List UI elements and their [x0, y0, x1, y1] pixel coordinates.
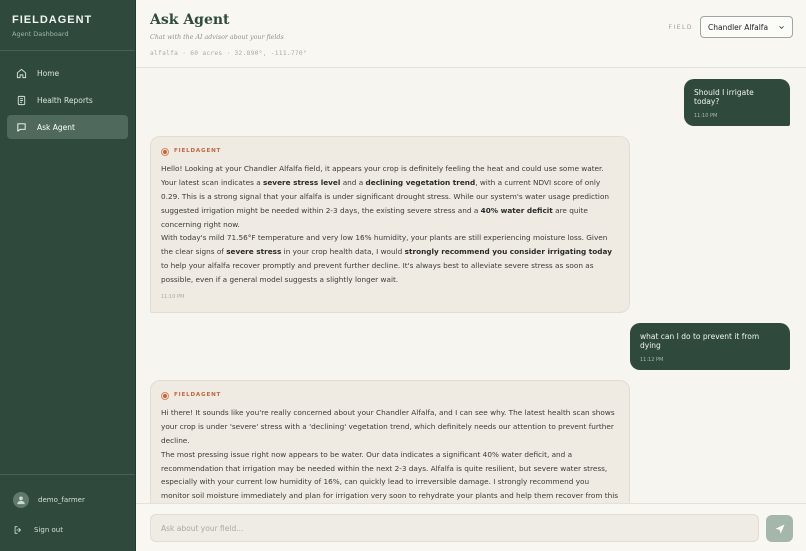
- chevron-down-icon: [778, 24, 785, 31]
- page-subtitle: Chat with the AI advisor about your fields: [150, 34, 284, 41]
- user-bubble: [684, 79, 790, 126]
- brand-title: FIELDAGENT: [12, 14, 93, 26]
- field-label: FIELD: [668, 23, 693, 31]
- agent-bubble: [150, 136, 630, 313]
- home-icon: [15, 67, 27, 79]
- avatar: [13, 492, 29, 508]
- sidebar-nav: [0, 51, 135, 152]
- user-message: [150, 79, 790, 126]
- page-title: Ask Agent: [150, 12, 230, 28]
- composer: [136, 503, 806, 551]
- field-select-value: Chandler Alfalfa: [708, 22, 769, 32]
- brand-subtitle: Agent Dashboard: [12, 30, 69, 38]
- send-button[interactable]: [766, 515, 793, 542]
- page-header: [136, 0, 806, 68]
- user-bubble: [630, 323, 790, 370]
- message-paragraph: Hi there! It sounds like you're really concerned about your Chandler Alfalfa, and I can see why. The latest health scan shows your crop is under 'severe' stress with a 'declining' vegetation trend, which definitely needs our attention to prevent further decline.: [161, 407, 615, 445]
- agent-dot-icon: [161, 148, 169, 156]
- main-panel: [136, 0, 806, 551]
- brand: [0, 0, 135, 51]
- message-time: 11:12 PM: [640, 356, 664, 363]
- message-paragraph: The most pressing issue right now appears to be water. Our data indicates a significant 40% water deficit, and a recommendation that irrigation may be needed within the next 2-3 days. Alfalfa is quite resilient, but severe water stress, especially with your current low humidity of 16%, can quickly lead to irreversible damage. I strongly recommend you monitor soil moisture immediately and plan for irrigation very soon to rehydrate your plants and help them recover from this: [161, 449, 619, 501]
- message-paragraph: Hello! Looking at your Chandler Alfalfa field, it appears your crop is definitely feeling the heat and could use some water. Your latest scan indicates a severe stress level and a declining vegetation trend, with a current NDVI score of only 0.29. This is a strong signal that your alfalfa is under significant drought stress. While our system's water usage prediction suggested irrigation might be needed within 2-3 days, the existing severe stress and a 40% water deficit are quite concerning right now.: [161, 163, 610, 229]
- field-meta: alfalfa · 60 acres · 32.890°, -111.770°: [150, 50, 307, 57]
- agent-message: [150, 136, 790, 313]
- message-paragraph: With today's mild 71.56°F temperature and very low 16% humidity, your plants are still experiencing moisture loss. Given the clear signs of severe stress in your crop health data, I would strongly recommend you consider irrigating today to help your alfalfa recover promptly and prevent further decline. It's always best to alleviate severe stress as soon as possible, even if a general model suggests a slightly longer wait.: [161, 233, 612, 285]
- agent-name: FIELDAGENT: [174, 391, 222, 398]
- message-text: Should I irrigate today?: [694, 88, 754, 106]
- chat-icon: [15, 121, 27, 133]
- field-select[interactable]: [700, 16, 793, 38]
- agent-name: FIELDAGENT: [174, 148, 222, 154]
- sign-out-icon: [13, 525, 23, 535]
- message-time: 11:10 PM: [161, 294, 185, 301]
- chat-thread[interactable]: [136, 69, 806, 503]
- send-icon: [774, 523, 786, 535]
- document-icon: [15, 94, 27, 106]
- message-text: what can I do to prevent it from dying: [640, 331, 760, 350]
- sign-out-button[interactable]: [7, 517, 128, 543]
- message-time: 11:10 PM: [694, 113, 718, 119]
- sidebar-item-label: Health Reports: [37, 95, 93, 105]
- sidebar-item-label: Home: [37, 68, 60, 78]
- user-profile: [7, 487, 128, 513]
- field-picker: [669, 16, 793, 38]
- message-input[interactable]: [150, 514, 759, 542]
- sign-out-label: Sign out: [34, 526, 63, 534]
- sidebar-item-home[interactable]: [7, 61, 128, 85]
- agent-tag: [161, 389, 619, 403]
- username: demo_farmer: [38, 496, 85, 504]
- sidebar-item-label: Ask Agent: [37, 122, 75, 132]
- agent-tag: [161, 145, 619, 159]
- sidebar-footer: [0, 474, 135, 551]
- agent-dot-icon: [161, 392, 169, 400]
- sidebar-item-ask-agent[interactable]: [7, 115, 128, 139]
- sidebar-item-health-reports[interactable]: [7, 88, 128, 112]
- sidebar: [0, 0, 136, 551]
- user-message: [150, 323, 790, 370]
